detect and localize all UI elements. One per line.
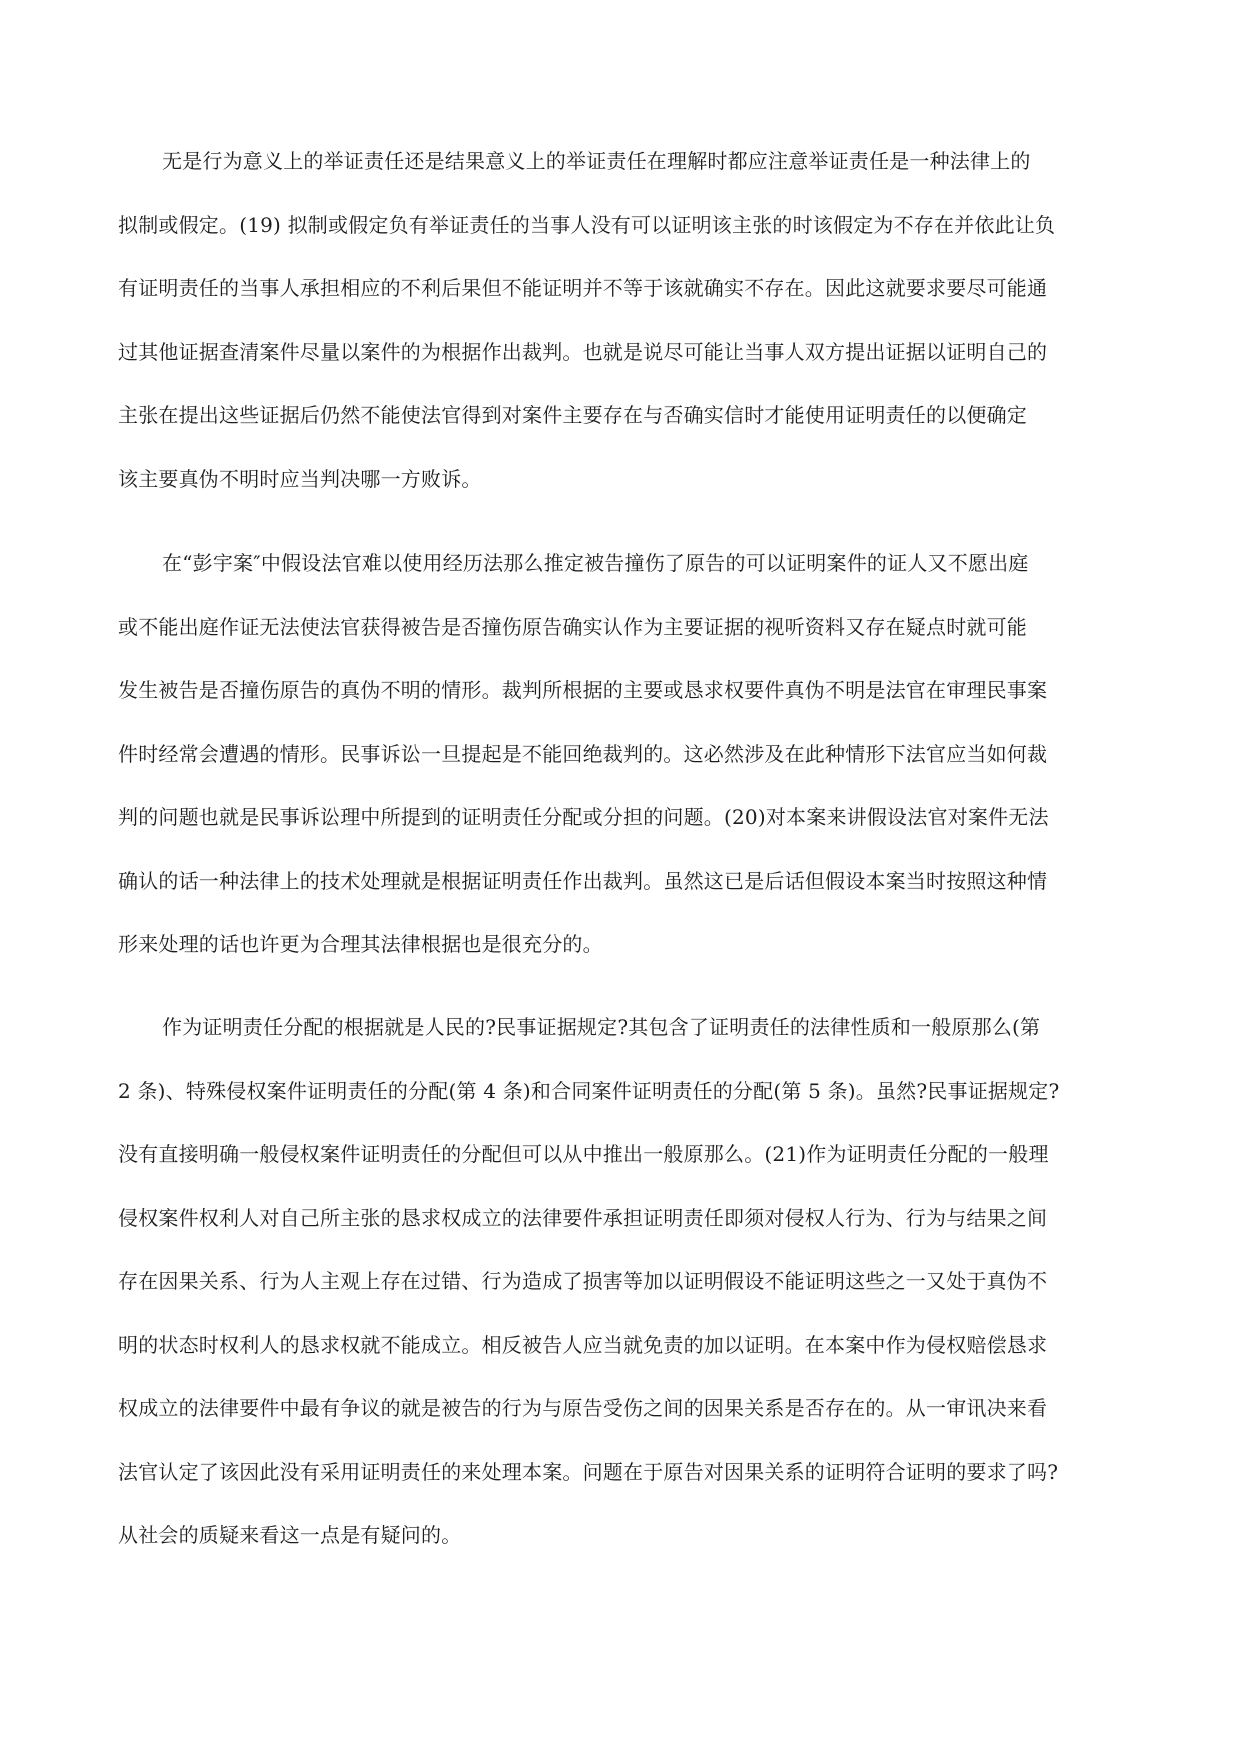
paragraph-line: 明的状态时权利人的恳求权就不能成立。相反被告人应当就免责的加以证明。在本案中作为侵权赔偿恳求 <box>118 1332 1048 1357</box>
paragraph-line: 没有直接明确一般侵权案件证明责任的分配但可以从中推出一般原那么。(21)作为证明责任分配的一般理 <box>118 1142 1049 1166</box>
paragraph-line: 拟制或假定。(19) 拟制或假定负有举证责任的当事人没有可以证明该主张的时该假定为不存在并依此让负 <box>118 212 1056 237</box>
paragraph-3 <box>118 1012 1128 1584</box>
paragraph-line: 发生被告是否撞伤原告的真伪不明的情形。裁判所根据的主要或恳求权要件真伪不明是法官在审理民事案 <box>118 678 1048 702</box>
paragraph-line: 存在因果关系、行为人主观上存在过错、行为造成了损害等加以证明假设不能证明这些之一又处于真伪不 <box>118 1269 1048 1293</box>
paragraph-line: 判的问题也就是民事诉讼理中所提到的证明责任分配或分担的问题。(20)对本案来讲假设法官对案件无法 <box>118 805 1049 829</box>
paragraph-line: 有证明责任的当事人承担相应的不利后果但不能证明并不等于该就确实不存在。因此这就要求要尽可能通 <box>118 276 1048 300</box>
paragraph-line: 或不能出庭作证无法使法官获得被告是否撞伤原告确实认作为主要证据的视听资料又存在疑点时就可能 <box>118 614 1027 639</box>
paragraph-line: 权成立的法律要件中最有争议的就是被告的行为与原告受伤之间的因果关系是否存在的。从一审讯决来看 <box>118 1396 1048 1420</box>
paragraph-line: 确认的话一种法律上的技术处理就是根据证明责任作出裁判。虽然这已是后话但假设本案当时按照这种情 <box>118 868 1048 893</box>
paragraph-line: 无是行为意义上的举证责任还是结果意义上的举证责任在理解时都应注意举证责任是一种法律上的 <box>162 149 1031 173</box>
paragraph-line: 该主要真伪不明时应当判决哪一方败诉。 <box>118 466 482 491</box>
paragraph-line: 形来处理的话也许更为合理其法律根据也是很充分的。 <box>118 932 603 956</box>
paragraph-1 <box>118 146 1128 527</box>
paragraph-line: 件时经常会遭遇的情形。民事诉讼一旦提起是不能回绝裁判的。这必然涉及在此种情形下法官应当如何裁 <box>118 741 1048 766</box>
paragraph-line: 2 条)、特殊侵权案件证明责任的分配(第 4 条)和合同案件证明责任的分配(第 5 条)。虽然?民事证据规定? <box>118 1078 1060 1103</box>
paragraph-2 <box>118 548 1128 993</box>
paragraph-line: 过其他证据查清案件尽量以案件的为根据作出裁判。也就是说尽可能让当事人双方提出证据以证明自己的 <box>118 339 1048 364</box>
paragraph-line: 在“彭宇案″中假设法官难以使用经历法那么推定被告撞伤了原告的可以证明案件的证人又不愿出庭 <box>162 551 1029 575</box>
paragraph-line: 从社会的质疑来看这一点是有疑问的。 <box>118 1523 462 1547</box>
paragraph-line: 法官认定了该因此没有采用证明责任的来处理本案。问题在于原告对因果关系的证明符合证明的要求了吗? <box>118 1459 1059 1484</box>
paragraph-line: 作为证明责任分配的根据就是人民的?民事证据规定?其包含了证明责任的法律性质和一般原那么(第 <box>162 1015 1041 1039</box>
paragraph-line: 主张在提出这些证据后仍然不能使法官得到对案件主要存在与否确实信时才能使用证明责任的以便确定 <box>118 403 1027 427</box>
paragraph-line: 侵权案件权利人对自己所主张的恳求权成立的法律要件承担证明责任即须对侵权人行为、行为与结果之间 <box>118 1205 1048 1230</box>
